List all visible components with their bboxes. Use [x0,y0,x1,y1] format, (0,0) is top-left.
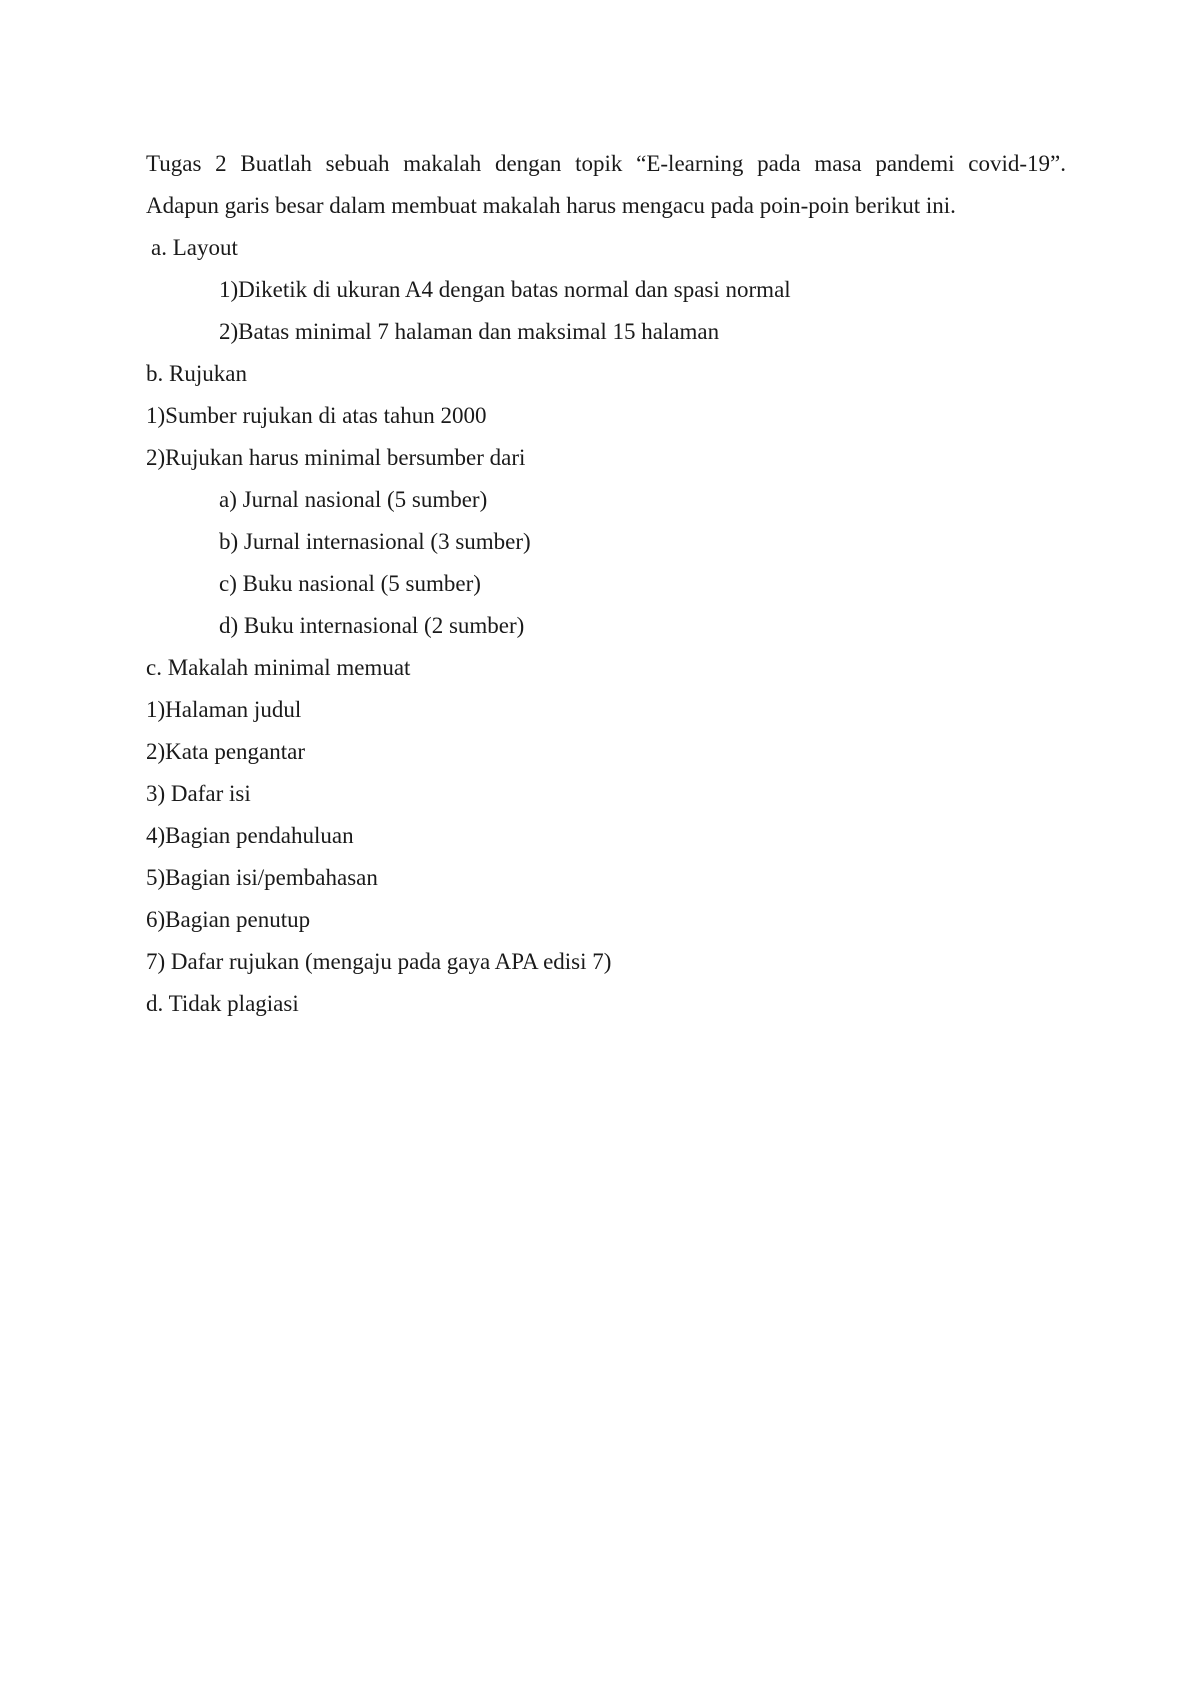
section-c-heading: c. Makalah minimal memuat [146,655,411,680]
document-body [146,143,1066,1025]
section-a-heading: a. Layout [151,235,238,260]
section-c-item: 1)Halaman judul [146,697,302,722]
section-b-item: 1)Sumber rujukan di atas tahun 2000 [146,403,487,428]
intro-line-2: Adapun garis besar dalam membuat makalah harus mengacu pada poin-poin berikut ini. [146,193,956,218]
section-d-heading: d. Tidak plagiasi [146,991,299,1016]
section-b-subitem: b) Jurnal internasional (3 sumber) [219,529,531,554]
section-a-item: 1)Diketik di ukuran A4 dengan batas normal dan spasi normal [219,277,791,302]
section-b-subitem: d) Buku internasional (2 sumber) [219,613,525,638]
section-b-subitem: a) Jurnal nasional (5 sumber) [219,487,488,512]
section-c-item: 7) Dafar rujukan (mengaju pada gaya APA edisi 7) [146,949,612,974]
section-b-heading: b. Rujukan [146,361,247,386]
section-c-item: 4)Bagian pendahuluan [146,823,354,848]
section-c-item: 3) Dafar isi [146,781,251,806]
section-c-item: 6)Bagian penutup [146,907,311,932]
section-b-subitem: c) Buku nasional (5 sumber) [219,571,481,596]
section-a-item: 2)Batas minimal 7 halaman dan maksimal 15 halaman [219,319,720,344]
section-c-item: 2)Kata pengantar [146,739,306,764]
section-b-item: 2)Rujukan harus minimal bersumber dari [146,445,526,470]
intro-line-1: Tugas 2 Buatlah sebuah makalah dengan topik “E-learning pada masa pandemi covid-19”. [146,151,1066,176]
section-c-item: 5)Bagian isi/pembahasan [146,865,378,890]
